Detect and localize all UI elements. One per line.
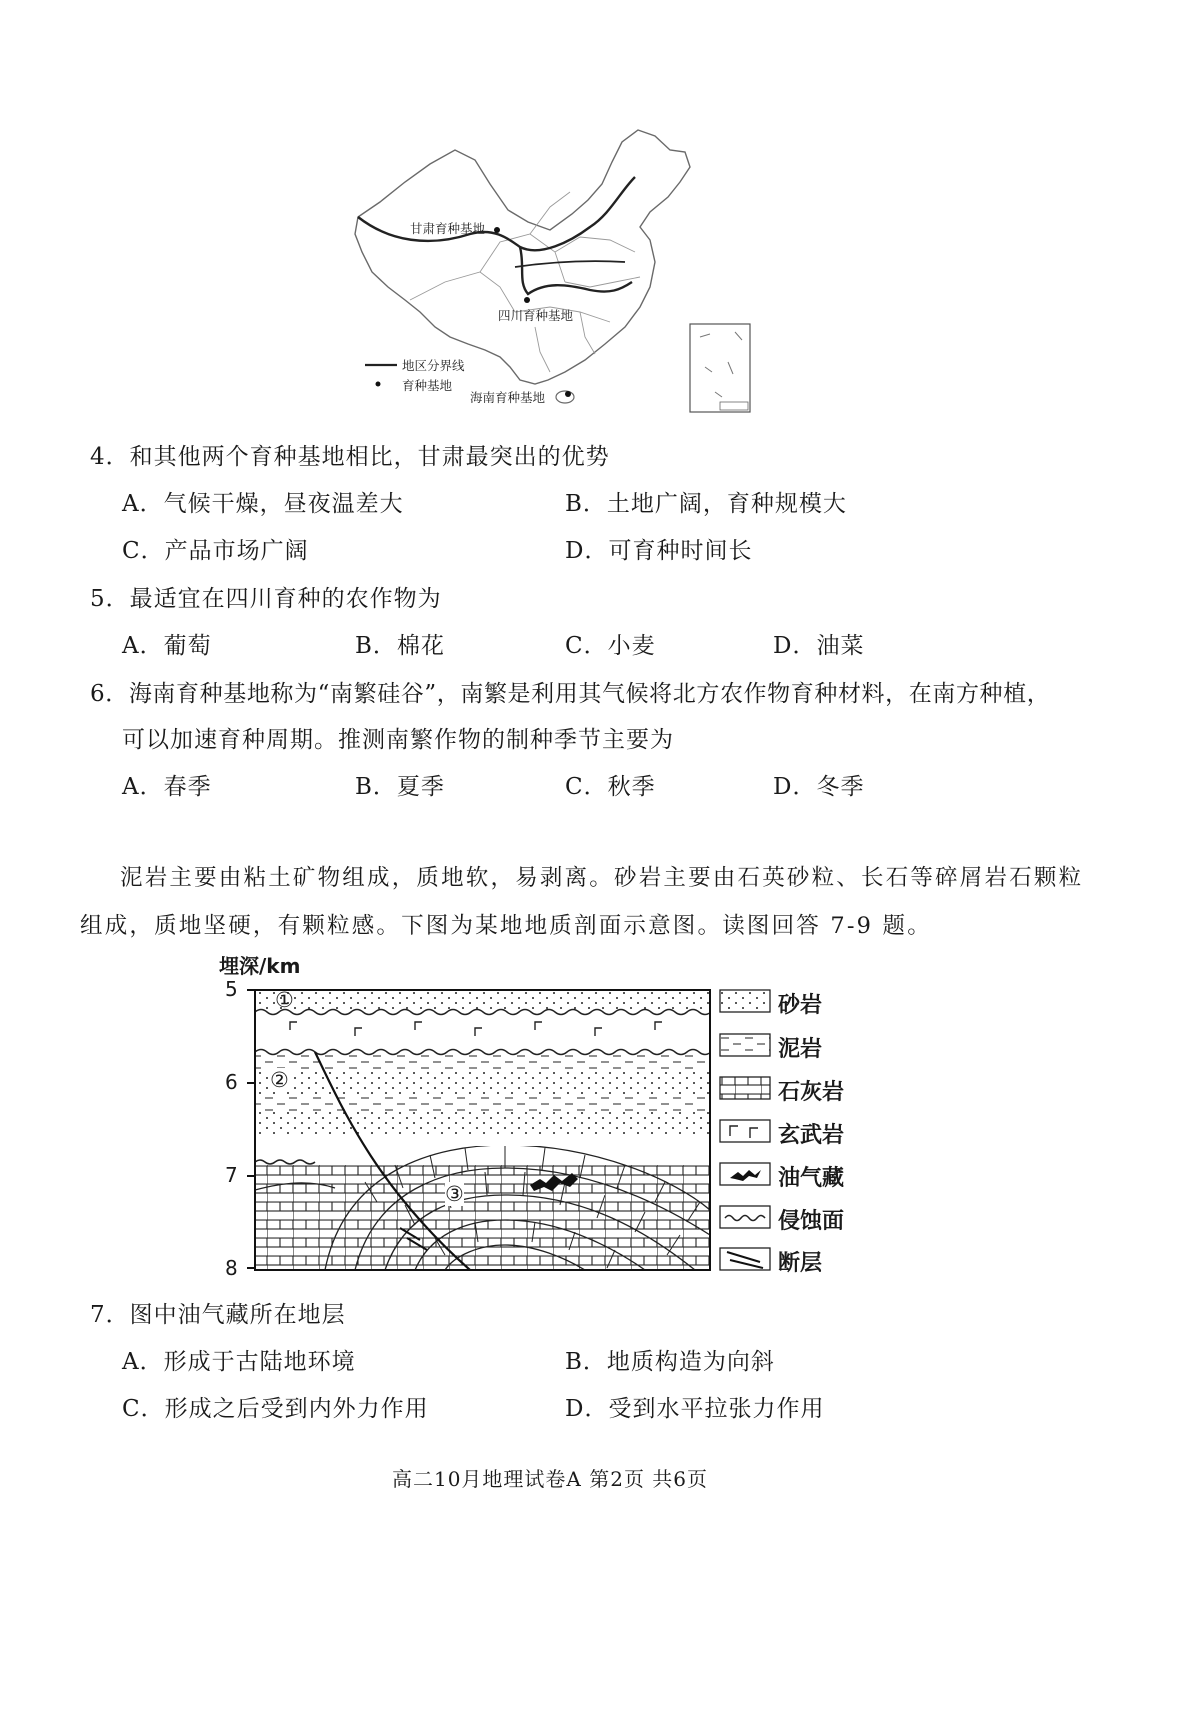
map-label-hainan: 海南育种基地 (470, 390, 546, 405)
section-legend-swatches (720, 990, 770, 1270)
question-7-option-b[interactable]: B．地质构造为向斜 (565, 1349, 775, 1375)
map-legend-dot: 育种基地 (402, 378, 453, 393)
section-tick-8: 8 (225, 1256, 238, 1280)
legend-mudstone: 泥岩 (778, 1037, 823, 1062)
question-5-option-d[interactable]: D．油菜 (773, 633, 865, 659)
question-4-option-b[interactable]: B．土地广阔，育种规模大 (565, 491, 847, 517)
question-5-stem: 5．最适宜在四川育种的农作物为 (90, 586, 442, 612)
question-7-option-a[interactable]: A．形成于古陆地环境 (122, 1349, 356, 1375)
question-4-option-a[interactable]: A．气候干燥，昼夜温差大 (122, 491, 404, 517)
question-4-stem: 4．和其他两个育种基地相比，甘肃最突出的优势 (90, 444, 610, 470)
stratum-marker-2: ② (270, 1068, 289, 1092)
section-tick-5: 5 (225, 977, 238, 1001)
section-axis-label: 埋深/km (219, 954, 301, 978)
question-5-option-c[interactable]: C．小麦 (565, 633, 656, 659)
question-7-stem: 7．图中油气藏所在地层 (90, 1302, 346, 1328)
question-4-option-c[interactable]: C．产品市场广阔 (122, 538, 309, 564)
legend-oil-gas: 油气藏 (778, 1166, 845, 1191)
question-6-option-d[interactable]: D．冬季 (773, 774, 865, 800)
map-label-sichuan: 四川育种基地 (498, 308, 574, 323)
stratum-marker-1: ① (275, 988, 294, 1012)
question-7-option-d[interactable]: D．受到水平拉张力作用 (565, 1396, 825, 1422)
page-footer: 高二10月地理试卷A 第2页 共6页 (391, 1467, 709, 1491)
question-6-option-a[interactable]: A．春季 (122, 774, 212, 800)
legend-erosion-surface: 侵蚀面 (778, 1209, 845, 1234)
question-5-option-a[interactable]: A．葡萄 (122, 633, 212, 659)
legend-basalt: 玄武岩 (778, 1123, 845, 1148)
legend-limestone: 石灰岩 (778, 1080, 845, 1105)
section-tick-7: 7 (225, 1163, 238, 1187)
intro-line-2: 组成，质地坚硬，有颗粒感。下图为某地地质剖面示意图。读图回答 7-9 题。 (80, 913, 932, 939)
map-legend-line: 地区分界线 (402, 358, 465, 373)
map-label-gansu: 甘肃育种基地 (410, 221, 486, 236)
question-4-option-d[interactable]: D．可育种时间长 (565, 538, 753, 564)
geologic-section-figure (215, 950, 865, 1285)
question-6-option-b[interactable]: B．夏季 (355, 774, 445, 800)
legend-fault: 断层 (778, 1251, 823, 1276)
legend-sandstone: 砂岩 (778, 993, 823, 1018)
question-7-option-c[interactable]: C．形成之后受到内外力作用 (122, 1396, 429, 1422)
section-tick-6: 6 (225, 1070, 238, 1094)
question-6-stem-line2: 可以加速育种周期。推测南繁作物的制种季节主要为 (122, 727, 674, 753)
intro-line-1: 泥岩主要由粘土矿物组成，质地软，易剥离。砂岩主要由石英砂粒、长石等碎屑岩石颗粒 (120, 865, 1084, 891)
stratum-marker-3: ③ (445, 1182, 464, 1206)
question-6-option-c[interactable]: C．秋季 (565, 774, 656, 800)
china-map-figure (350, 122, 760, 417)
geologic-section (215, 950, 865, 1285)
question-6-stem-line1: 6．海南育种基地称为“南繁硅谷”，南繁是利用其气候将北方农作物育种材料，在南方种植， (90, 681, 1051, 707)
question-5-option-b[interactable]: B．棉花 (355, 633, 445, 659)
